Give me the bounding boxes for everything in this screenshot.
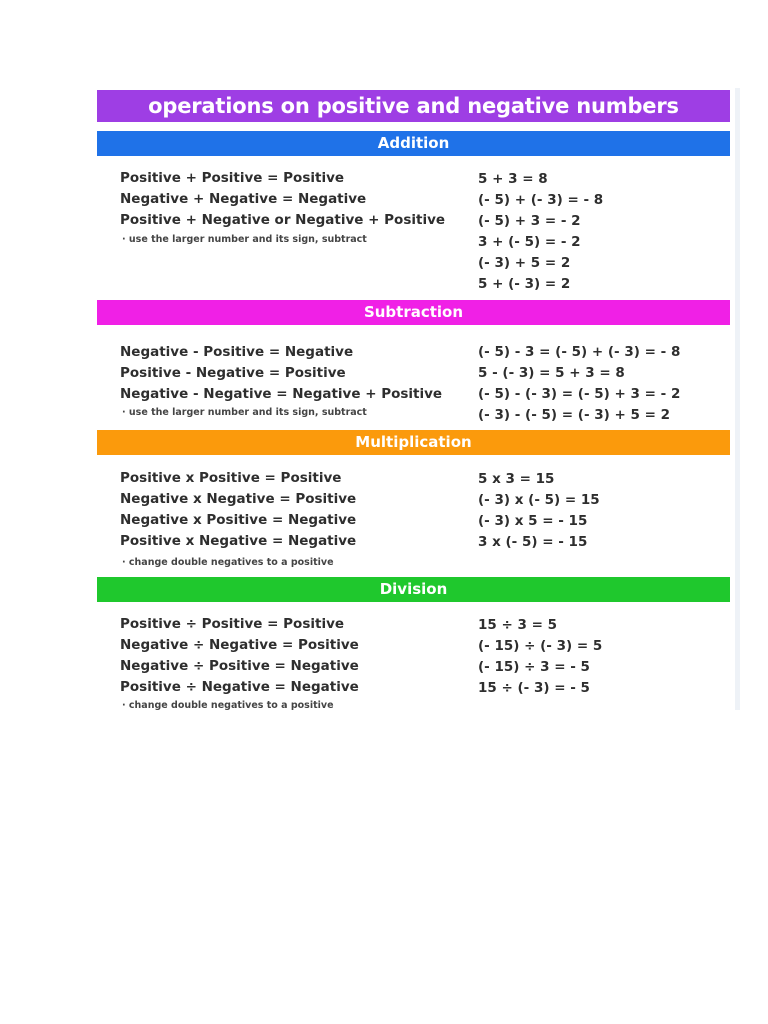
multiplication-rule: Positive x Negative = Negative [120,533,357,549]
sheet-edge-shadow [735,88,740,710]
division-rule: Negative ÷ Positive = Negative [120,658,359,674]
addition-example: 5 + 3 = 8 [478,171,548,187]
addition-example: (- 5) + (- 3) = - 8 [478,192,604,208]
addition-note: · use the larger number and its sign, subtract [122,234,367,245]
addition-example: 3 + (- 5) = - 2 [478,234,581,250]
chart-title: operations on positive and negative numbers [97,90,730,122]
division-rule: Positive ÷ Negative = Negative [120,679,359,695]
addition-example: (- 3) + 5 = 2 [478,255,571,271]
division-rule: Positive ÷ Positive = Positive [120,616,345,632]
division-note: · change double negatives to a positive [122,700,334,710]
subtraction-note: · use the larger number and its sign, subtract [122,407,367,418]
section-heading-subtraction: Subtraction [97,300,730,325]
division-example: (- 15) ÷ 3 = - 5 [478,659,590,675]
division-rule: Negative ÷ Negative = Positive [120,637,359,653]
division-example: 15 ÷ 3 = 5 [478,617,557,633]
multiplication-rule: Negative x Negative = Positive [120,491,357,507]
subtraction-rule: Negative - Negative = Negative + Positive [120,386,443,402]
addition-rule: Positive + Positive = Positive [120,170,345,186]
subtraction-rule: Positive - Negative = Positive [120,365,346,381]
division-example: 15 ÷ (- 3) = - 5 [478,680,590,696]
addition-example: (- 5) + 3 = - 2 [478,213,581,229]
multiplication-example: (- 3) x 5 = - 15 [478,513,588,529]
multiplication-example: (- 3) x (- 5) = 15 [478,492,600,508]
subtraction-example: 5 - (- 3) = 5 + 3 = 8 [478,365,625,381]
section-heading-addition: Addition [97,131,730,156]
integer-rules-chart [97,88,730,710]
multiplication-example: 3 x (- 5) = - 15 [478,534,588,550]
section-heading-multiplication: Multiplication [97,430,730,455]
addition-rule: Positive + Negative or Negative + Positive [120,212,446,228]
multiplication-note: · change double negatives to a positive [122,557,334,568]
addition-rule: Negative + Negative = Negative [120,191,367,207]
subtraction-example: (- 5) - (- 3) = (- 5) + 3 = - 2 [478,386,681,402]
multiplication-rule: Negative x Positive = Negative [120,512,357,528]
division-example: (- 15) ÷ (- 3) = 5 [478,638,603,654]
addition-example: 5 + (- 3) = 2 [478,276,571,292]
section-heading-division: Division [97,577,730,602]
multiplication-example: 5 x 3 = 15 [478,471,555,487]
subtraction-rule: Negative - Positive = Negative [120,344,354,360]
subtraction-example: (- 3) - (- 5) = (- 3) + 5 = 2 [478,407,671,423]
subtraction-example: (- 5) - 3 = (- 5) + (- 3) = - 8 [478,344,681,360]
multiplication-rule: Positive x Positive = Positive [120,470,342,486]
